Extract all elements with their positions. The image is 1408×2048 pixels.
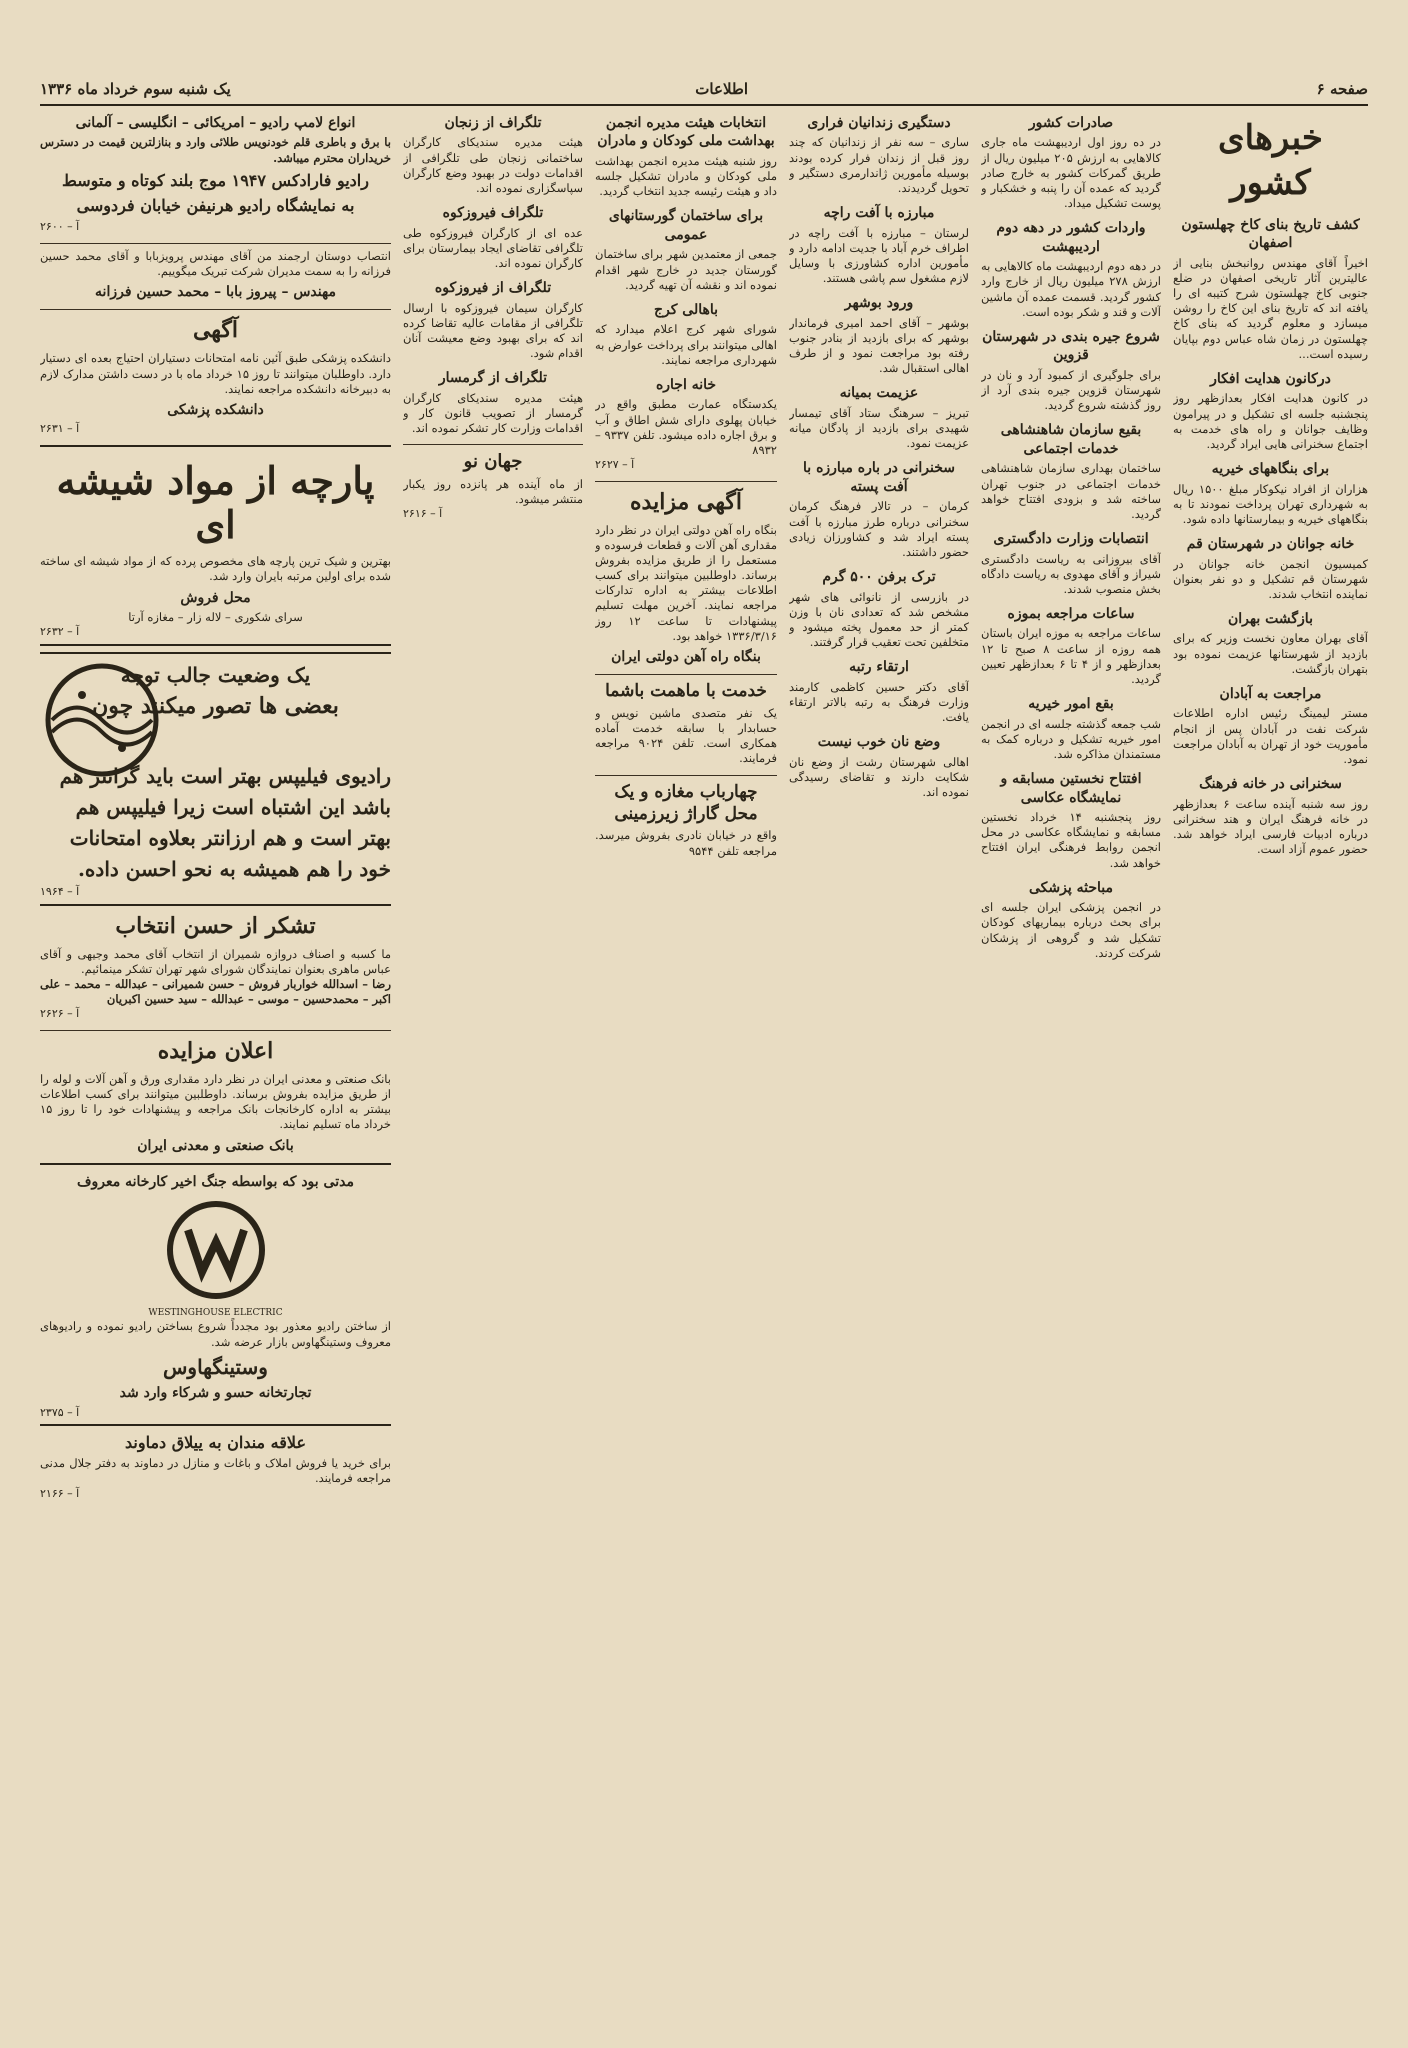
ad-philips: [40, 652, 391, 906]
headline: تلگراف فیروزکوه: [442, 205, 544, 222]
article: [789, 568, 969, 650]
ad-names: رضا – اسدالله خواربار فروش – حسن شمیرانی – عبدالله – محمد – علی اکبر – محمدحسین – موسی – عبدالله – سید حسین اکبریان: [40, 977, 391, 1007]
article-body: جمعی از معتمدین شهر برای ساختمان گورستان جدید در خارج شهر اقدام نموده اند و نقشه آن تهیه گردید.: [595, 247, 777, 292]
ad-westinghouse: [40, 1163, 391, 1426]
article-body: آقای بیروزانی به ریاست دادگستری شیراز و آقای مهدوی به ریاست دادگاه بخش منصوب شدند.: [981, 551, 1161, 596]
article-body: در بازرسی از نانوائی های شهر مشخص شد که تعدادی نان با وزن کمتر از حد معمول پخته میشود و متخلفین تحت تعقیب قرار گرفتند.: [789, 589, 969, 650]
article-body: لرستان – مبارزه با آفت راچه در اطراف خرم آباد با جدیت ادامه دارد و مأمورین اداره کشاورزی با وسایل لازم مشغول سم پاشی هستند.: [789, 225, 969, 286]
ad: [595, 680, 777, 766]
divider: [40, 1030, 391, 1031]
article-body: هزاران از افراد نیکوکار مبلغ ۱۵۰۰ ریال به شهرداری تهران پرداخت نمودند تا به بنگاههای خیریه و بیمارستانها داده شود.: [1173, 481, 1368, 526]
ad-body: بهترین و شیک ترین پارچه های مخصوص پرده که از مواد شیشه ای ساخته شده برای اولین مرتبه بایران وارد شد.: [40, 554, 391, 584]
ad-body: انتصاب دوستان ارجمند من آقای مهندس پرویزبابا و آقای محمد حسین فرزانه را به سمت مدیران شرکت تبریک میگوییم.: [40, 248, 391, 278]
headline: جهان نو: [463, 451, 523, 473]
article-body: کمیسیون انجمن خانه جوانان در شهرستان قم تشکیل و دو نفر بعنوان نماینده انتخاب شدند.: [1173, 556, 1368, 601]
headline: سخنرانی در باره مبارزه با آفت پسته: [803, 460, 955, 495]
ad-damavand: [40, 1432, 391, 1501]
article: [981, 114, 1161, 211]
article: [981, 879, 1161, 961]
headline: سخنرانی در خانه فرهنگ: [1199, 776, 1342, 793]
ad-address: به نمایشگاه رادیو هرنیفن خیابان فردوسی: [76, 195, 355, 215]
issue-date: یک شنبه سوم خرداد ماه ۱۳۳۶: [40, 80, 231, 98]
ad-code: ۲۶۰۰ – آ: [40, 220, 80, 234]
article-body: آقای بهران معاون نخست وزیر که برای بازدید از شهرستانها عزیمت نموده بود بتهران بازگشت.: [1173, 631, 1368, 676]
article-body: هیئت مدیره سندیکای کارگران ساختمانی زنجان طی تلگرافی از اقدامات دولت در بهبود وضع کارگران سپاسگزاری نموده اند.: [403, 135, 583, 195]
ad-radio: [40, 114, 391, 235]
divider: [595, 481, 777, 482]
article-body: ساعات مراجعه به موزه ایران باستان همه روزه از ساعت ۸ صبح تا ۱۲ بعدازظهر و از ۴ تا ۶ بعدازظهر تعیین گردید.: [981, 626, 1161, 686]
divider: [40, 243, 391, 244]
article: [789, 114, 969, 196]
ad-notice: [40, 316, 391, 437]
article: [403, 114, 583, 196]
signature: دانشکده پزشکی: [167, 401, 264, 418]
headline: خانه جوانان در شهرستان قم: [1186, 536, 1355, 553]
article-body: اخیراً آقای مهندس روانبخش بنایی از عالیترین آثار تاریخی اصفهان در ضلع جنوبی کاخ چهلستون شرح کتیبه ای را یافته اند که تاریخ بنای این کاخ را روشن میسازد و معلوم گردید که بنای کاخ چهلستون در زمان شاه عباس دوم بپایان رسیده است...: [1173, 255, 1368, 361]
article: [981, 605, 1161, 687]
headline: مبارزه با آفت راچه: [823, 205, 935, 222]
article-body: بنگاه راه آهن دولتی ایران در نظر دارد مقداری آهن آلات و قطعات فرسوده و مستعمل را از طریق مزایده بفروش برساند. داوطلبین میتوانند برای کسب اطلاعات بیشتر به اداره تدارکات مراجعه نمایند. آخرین مهلت تسلیم پیشنهادات تا ساعت ۱۲ روز ۱۳۳۶/۳/۱۶ خواهد بود.: [595, 522, 777, 643]
article-body: کارگران سیمان فیروزکوه با ارسال تلگرافی از مقامات عالیه تقاضا کرده اند که برای بهبود وضع معیشت آنان اقدام شود.: [403, 300, 583, 361]
headline: صادرات کشور: [1028, 115, 1114, 131]
divider: [595, 674, 777, 675]
ad-body: ما کسبه و اصناف دروازه شمیران از انتخاب آقای محمد وجیهی و آقای عباس ماهری بعنوان نمایندگان شورای شهر تهران تشکر مینمائیم.: [40, 946, 391, 976]
article-body: یکدستگاه عمارت مطبق واقع در خیابان پهلوی دارای شش اطاق و آب و برق اجاره داده میشود. تلفن ۹۳۳۷ – ۸۹۳۲: [595, 397, 777, 457]
article: [981, 219, 1161, 320]
ad-code: ۲۶۱۶ – آ: [403, 507, 443, 521]
headline: ارتقاء رتبه: [849, 659, 909, 676]
article-body: ساری – سه نفر از زندانیان که چند روز قبل از زندان فرار کرده بودند بوسیله مأمورین ژاندارمری دستگیر و تحویل گردیدند.: [789, 135, 969, 195]
article: [403, 279, 583, 361]
article: [1173, 370, 1368, 452]
divider: [403, 444, 583, 445]
headline: واردات کشور در دهه دوم اردیبهشت: [996, 220, 1146, 255]
article-body: در انجمن پزشکی ایران جلسه ای برای بحث درباره بیماریهای کودکان تشکیل شد و گروهی از پزشکان شرکت کردند.: [981, 900, 1161, 960]
column-2: [981, 110, 1161, 2010]
ad-auction: [40, 1037, 391, 1155]
article: [789, 459, 969, 560]
column-3: [789, 110, 969, 2010]
article-body: عده ای از کارگران فیروزکوه طی تلگرافی تقاضای ایجاد بیمارستان برای کارگران نموده اند.: [403, 225, 583, 270]
headline: چهارباب مغازه و یک محل گاراژ زیرزمینی: [614, 781, 758, 824]
column-1: [1173, 110, 1368, 2010]
westinghouse-logo-icon: [166, 1200, 266, 1300]
article-body: در کانون هدایت افکار بعدازظهر روز پنجشنبه جلسه ای تشکیل و در پیرامون وظایف جوانان و راه های خدمت به اجتماع سخنرانی هایی ایراد گردید.: [1173, 391, 1368, 451]
article-body: هیئت مدیره سندیکای کارگران گرمسار از تصویب قانون کار و اقدامات وزارت کار تشکر نموده اند.: [403, 390, 583, 436]
divider: [40, 309, 391, 310]
article: [595, 207, 777, 292]
signature: مهندس – پیروز بابا – محمد حسین فرزانه: [95, 283, 336, 300]
article-body: یک نفر متصدی ماشین نویس و حسابدار با سابقه خدمت آماده همکاری است. تلفن ۹۰۲۴ مراجعه فرمایند.: [595, 705, 777, 766]
article: [981, 770, 1161, 871]
article: [1173, 460, 1368, 527]
ad-code: ۱۹۶۴ – آ: [40, 885, 80, 899]
article-body: ساختمان بهداری سازمان شاهنشاهی خدمات اجتماعی در جنوب تهران ساخته شد و بزودی افتتاح خواهد گردید.: [981, 461, 1161, 521]
headline: تشکر از حسن انتخاب: [115, 912, 316, 939]
ad-body: با برق و باطری قلم خودنویس طلائی وارد و بنازلترین قیمت در دسترس خریداران محترم میباشد.: [40, 135, 391, 165]
headline: تلگراف از گرمسار: [438, 370, 548, 387]
ad-brand: رادیو فارادکس ۱۹۴۷ موج بلند کوتاه و متوسط: [62, 170, 369, 190]
headline: انتصابات وزارت دادگستری: [993, 531, 1149, 548]
ad-line: یک وضعیت جالب توجه: [120, 662, 311, 687]
headline: ورود بوشهر: [844, 295, 914, 312]
headline: کشف تاریخ بنای کاخ چهلستون اصفهان: [1181, 216, 1360, 252]
headline: خدمت با ماهمت باشما: [605, 681, 767, 702]
divider: [595, 775, 777, 776]
headline: بقع امور خیریه: [1028, 696, 1114, 713]
article-body: از ماه آینده هر پانزده روز یکبار منتشر میشود.: [403, 477, 583, 507]
headline: درکانون هدایت افکار: [1210, 370, 1331, 387]
article: [981, 328, 1161, 413]
ad-body: برای خرید یا فروش املاک و باغات و منازل در دماوند به دفتر جلال مدنی مراجعه فرمایند.: [40, 1456, 391, 1486]
masthead: خبرهای کشور: [1218, 118, 1323, 203]
article-body: روز پنجشنبه ۱۴ خرداد نخستین مسابقه و نمایشگاه عکاسی در محل انجمن روابط فرهنگی ایران افتتاح خواهد شد.: [981, 810, 1161, 870]
article: [595, 301, 777, 368]
paper-name: اطلاعات: [695, 80, 748, 98]
article: [1173, 685, 1368, 767]
signature: بنگاه راه آهن دولتی ایران: [611, 648, 761, 665]
signature: بانک صنعتی و معدنی ایران: [137, 1137, 294, 1154]
ad-code: ۲۶۲۷ – آ: [595, 458, 635, 472]
headline: مباحثه پزشکی: [1029, 879, 1113, 896]
headline: افتتاح نخستین مسابقه و نمایشگاه عکاسی: [1000, 771, 1142, 806]
headline: برای ساختمان گورستانهای عمومی: [608, 208, 764, 243]
ad-main: رادیوی فیلیپس بهتر است باید گرانتر هم باشد این اشتباه است زیرا فیلیپس هم بهتر است و هم ارزانتر بعلاوه امتحانات خود را هم همیشه به نحو احسن داده.: [59, 764, 391, 882]
headline: وضع نان خوب نیست: [817, 734, 941, 751]
article: [595, 376, 777, 473]
headline: ساعات مراجعه بموزه: [1007, 606, 1135, 623]
ad-code: ۲۶۳۲ – آ: [40, 625, 80, 639]
westinghouse-logo-text: WESTINGHOUSE ELECTRIC: [148, 1307, 283, 1318]
headline: خانه اجاره: [655, 376, 717, 393]
article: [1173, 216, 1368, 362]
article-body: شب جمعه گذشته جلسه ای در انجمن امور خیریه تشکیل و درباره کمک به مستمندان مذاکره شد.: [981, 716, 1161, 761]
article: [595, 114, 777, 199]
article: [789, 384, 969, 451]
headline: عزیمت بمیانه: [839, 385, 919, 402]
ad-auction: [595, 488, 777, 667]
article-body: اهالی شهرستان رشت از وضع نان شکایت دارند و تقاضای رسیدگی نموده اند.: [789, 754, 969, 800]
article: [403, 369, 583, 436]
article-body: روز سه شنبه آینده ساعت ۶ بعدازظهر در خانه فرهنگ ایران و هند سخنرانی درباره ادبیات فارسی ایراد خواهد شد. حضور عموم آزاد است.: [1173, 796, 1368, 857]
ad-code: ۲۱۶۶ – آ: [40, 1486, 80, 1500]
article-body: آقای دکتر حسین کاظمی کارمند وزارت فرهنگ به رتبه بالاتر ارتقاء یافت.: [789, 679, 969, 725]
headline: دستگیری زندانیان فراری: [807, 115, 951, 131]
article: [403, 204, 583, 271]
article-body: تبریز – سرهنگ ستاد آقای تیمسار شهیدی برای بازدید از پادگان میانه عزیمت نمود.: [789, 405, 969, 451]
ad-brand: وستینگهاوس: [163, 1354, 268, 1379]
article: [1173, 535, 1368, 602]
page-number: صفحه ۶: [1316, 80, 1368, 98]
article-body: شورای شهر کرج اعلام میدارد که اهالی میتوانند برای پرداخت عوارض به شهرداری مراجعه نمایند.: [595, 322, 777, 367]
headline: تلگراف از فیروزکوه: [434, 280, 552, 297]
headline: شروع جیره بندی در شهرستان قزوین: [982, 328, 1160, 364]
headline: بازگشت بهران: [1228, 611, 1313, 628]
ad-body: دانشکده پزشکی طبق آئین نامه امتحانات دستیاران احتیاج بعده ای دستیار دارد. داوطلبان میتوانند تا روز ۱۵ خرداد ماه با در دست داشتن مدارک لازم به دبیرخانه دانشکده مراجعه نمایند.: [40, 351, 391, 396]
article: [981, 530, 1161, 597]
headline: پارچه از مواد شیشه ای: [56, 457, 375, 547]
ad-place: محل فروش: [180, 589, 251, 606]
headline: ترک برفن ۵۰۰ گرم: [822, 569, 936, 586]
headline: باهالی کرج: [653, 301, 719, 318]
article-body: واقع در خیابان نادری بفروش میرسد. مراجعه تلفن ۹۵۴۴: [595, 828, 777, 858]
ad-glass-fabric: [40, 445, 391, 646]
article-body: برای جلوگیری از کمبود آرد و نان در شهرستان قزوین جیره بندی آرد از روز گذشته شروع گردید.: [981, 367, 1161, 413]
philips-logo-icon: [42, 660, 162, 780]
ad: [595, 781, 777, 859]
headline: علاقه مندان به ییلاق دماوند: [124, 1433, 306, 1453]
headline: انتخابات هیئت مدیره انجمن بهداشت ملی کودکان و مادران: [597, 115, 775, 150]
article: [789, 294, 969, 376]
ad-code: ۲۶۲۶ – آ: [40, 1007, 80, 1021]
article-body: بوشهر – آقای احمد امیری فرماندار بوشهر که برای بازدید از بنادر جنوب رفته بود مراجعت نمود و از طرف اهالی استقبال شد.: [789, 315, 969, 376]
article: [789, 733, 969, 800]
article-body: روز شنبه هیئت مدیره انجمن بهداشت ملی کودکان و مادران تشکیل جلسه داد و هیئت رئیسه جدید انتخاب گردید.: [595, 153, 777, 199]
headline: انواع لامپ رادیو – امریکائی – انگلیسی – آلمانی: [75, 115, 356, 131]
ad-code: ۲۶۳۱ – آ: [40, 422, 80, 436]
article-body: در دهه دوم اردیبهشت ماه کالاهایی به ارزش ۲۷۸ میلیون ریال از خارج وارد کشور گردید. قسمت عمده آن ماشین آلات و قند و شکر بوده است.: [981, 259, 1161, 319]
ad-line: بعضی ها تصور میکنند چون: [92, 693, 339, 720]
ad: [403, 450, 583, 522]
article: [789, 204, 969, 286]
ad-body: بانک صنعتی و معدنی ایران در نظر دارد مقداری ورق و آهن آلات و لوله را از طریق مزایده بفروش برساند. داوطلبین میتوانند برای کسب اطلاعات بیشتر به اداره کارخانجات بانک مراجعه و پیشنهادات خود را تا روز ۱۵ خرداد ماه تسلیم نمایند.: [40, 1071, 391, 1132]
ad-dealer: تجارتخانه حسو و شرکاء وارد شد: [119, 1385, 312, 1402]
headline: برای بنگاههای خیریه: [1211, 461, 1330, 478]
article-body: در ده روز اول اردیبهشت ماه جاری کالاهایی به ارزش ۲۰۵ میلیون ریال از طریق گمرکات کشور به خارج صادر گردید که عمده آن را پنبه و خشکبار و پوست تشکیل میداد.: [981, 135, 1161, 211]
article: [981, 695, 1161, 762]
ad: [40, 249, 391, 302]
column-6: [40, 110, 391, 2010]
ad-code: ۲۳۷۵ – آ: [40, 1405, 80, 1419]
ad-head: مدتی بود که بواسطه جنگ اخیر کارخانه معروف: [77, 1174, 354, 1191]
headline: آگهی: [192, 317, 239, 344]
column-5: [403, 110, 583, 2010]
ad-body: از ساختن رادیو معذور بود مجدداً شروع بساختن رادیو نموده و رادیوهای معروف وستینگهاوس بازار عرضه شد.: [40, 1319, 391, 1349]
article-body: مستر لیمینگ رئیس اداره اطلاعات شرکت نفت در آبادان پس از انجام مأموریت خود از تهران به آبادان مراجعت نمود.: [1173, 706, 1368, 766]
headline: آگهی مزایده: [630, 488, 742, 515]
article: [1173, 610, 1368, 677]
headline: تلگراف از زنجان: [444, 115, 542, 131]
headline: بقیع سازمان شاهنشاهی خدمات اجتماعی: [1000, 422, 1142, 457]
column-4: [595, 110, 777, 2010]
article-body: کرمان – در تالار فرهنگ کرمان سخنرانی درباره طرز مبارزه با آفت پسته ایراد شد و کشاورزان زیادی حضور داشتند.: [789, 499, 969, 559]
headline: مراجعت به آبادان: [1219, 686, 1322, 702]
ad-thanks: [40, 912, 391, 1022]
headline: اعلان مزایده: [157, 1037, 274, 1064]
ad-address: سرای شکوری – لاله زار – مغازه آرتا: [128, 610, 303, 625]
article: [789, 658, 969, 725]
article: [981, 421, 1161, 522]
page-header: [40, 78, 1368, 106]
article: [1173, 775, 1368, 857]
